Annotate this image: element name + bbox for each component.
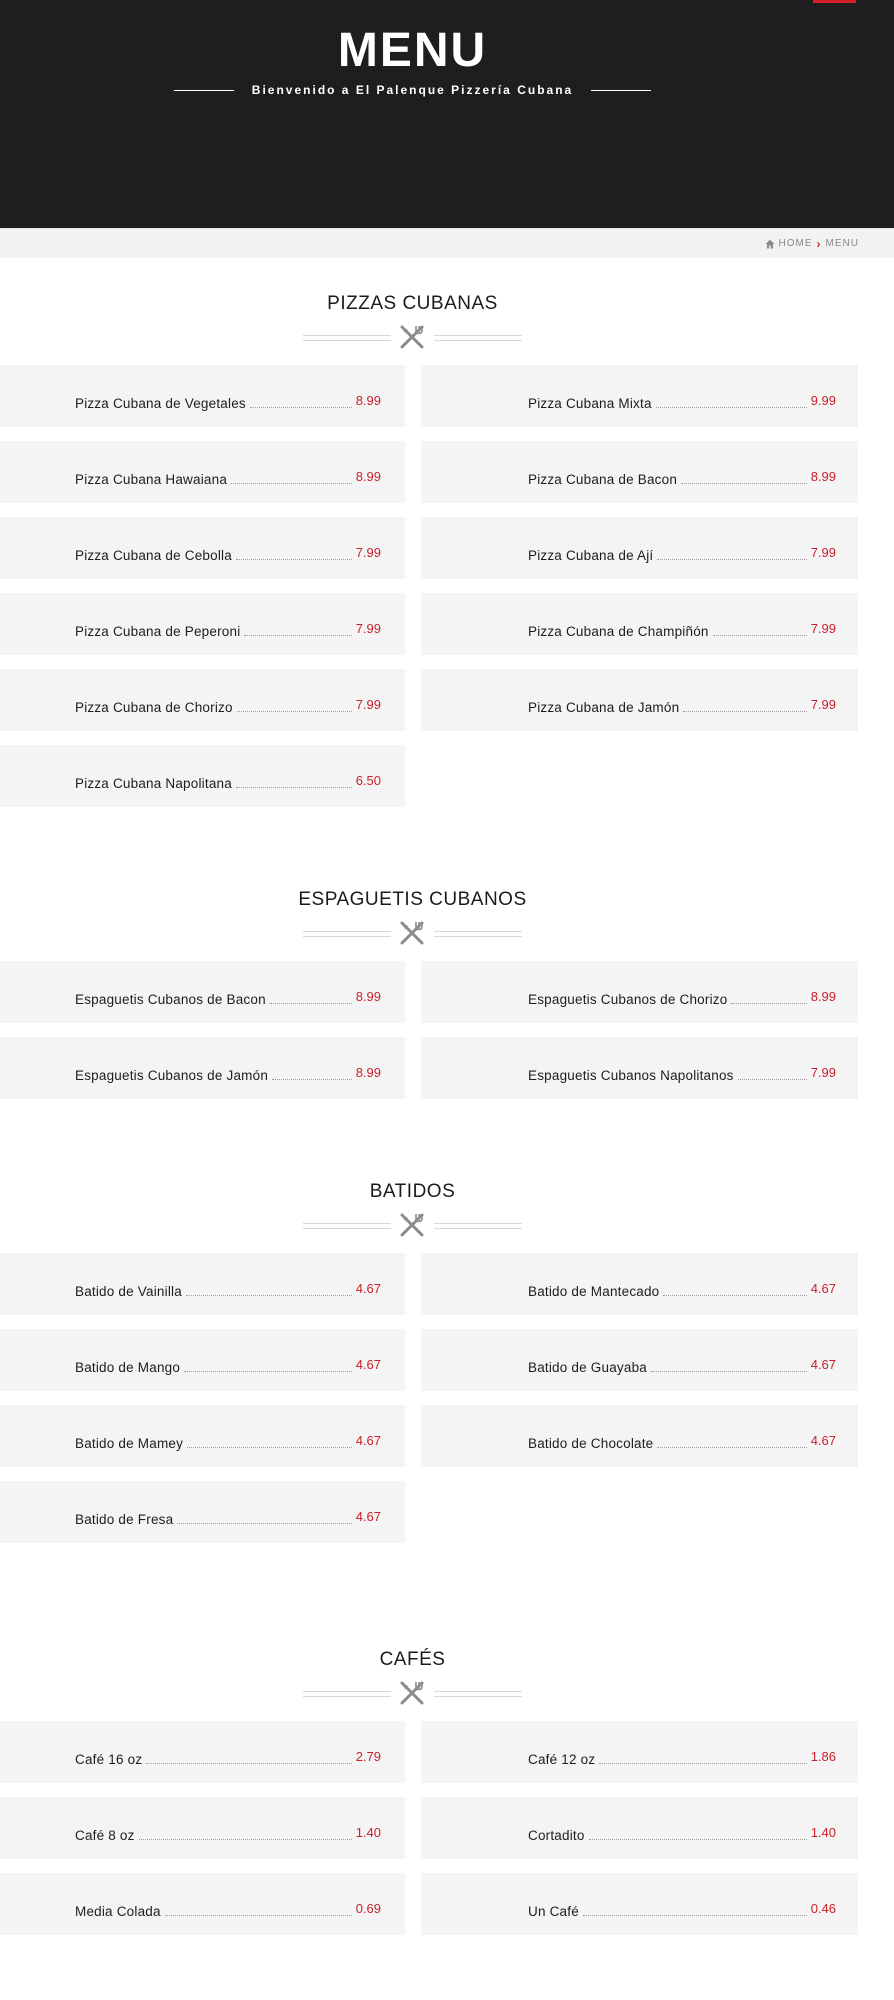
cutlery-icon bbox=[399, 920, 425, 946]
menu-item bbox=[421, 1037, 858, 1099]
menu-item bbox=[0, 517, 405, 579]
divider-line-right bbox=[434, 1223, 522, 1229]
menu-item-price: 1.40 bbox=[810, 1825, 836, 1840]
section-divider bbox=[303, 918, 522, 948]
dotted-leader bbox=[146, 1763, 351, 1764]
menu-item bbox=[421, 1797, 858, 1859]
menu-item bbox=[421, 441, 858, 503]
menu-item-price: 7.99 bbox=[810, 1065, 836, 1080]
menu-item bbox=[0, 1873, 405, 1935]
menu-item-row bbox=[528, 989, 836, 1007]
dotted-leader bbox=[583, 1915, 807, 1916]
dotted-leader bbox=[657, 559, 806, 560]
dotted-leader bbox=[139, 1839, 352, 1840]
page-title: MENU bbox=[337, 24, 488, 77]
dotted-leader bbox=[731, 1003, 806, 1004]
dotted-leader bbox=[683, 711, 806, 712]
dotted-leader bbox=[186, 1295, 352, 1296]
breadcrumb bbox=[765, 229, 859, 258]
menu-item-row bbox=[75, 773, 381, 791]
dotted-leader bbox=[657, 1447, 806, 1448]
menu-item-row bbox=[75, 1901, 381, 1919]
menu-item bbox=[0, 1721, 405, 1783]
menu-item-name: Batido de Chocolate bbox=[528, 1436, 654, 1451]
menu-item-price: 4.67 bbox=[355, 1433, 381, 1448]
menu-item bbox=[0, 365, 405, 427]
menu-item-price: 7.99 bbox=[355, 545, 381, 560]
menu-item-price: 9.99 bbox=[810, 393, 836, 408]
menu-item-row bbox=[528, 1357, 836, 1375]
menu-item-price: 4.67 bbox=[355, 1281, 381, 1296]
menu-item-name: Pizza Cubana de Bacon bbox=[528, 472, 678, 487]
dotted-leader bbox=[599, 1763, 806, 1764]
subtitle-line-left bbox=[174, 90, 234, 91]
menu-item-name: Café 8 oz bbox=[75, 1828, 135, 1843]
menu-item-row bbox=[528, 1901, 836, 1919]
menu-item-row bbox=[528, 1825, 836, 1843]
divider-line-left bbox=[303, 1691, 391, 1697]
breadcrumb-current: MENU bbox=[825, 238, 859, 249]
divider-line-right bbox=[434, 1691, 522, 1697]
section-title: PIZZAS CUBANAS bbox=[327, 293, 498, 314]
divider-line-left bbox=[303, 335, 391, 341]
menu-item bbox=[421, 593, 858, 655]
menu-item bbox=[0, 441, 405, 503]
menu-item bbox=[421, 1721, 858, 1783]
dotted-leader bbox=[681, 483, 807, 484]
menu-item-name: Pizza Cubana Mixta bbox=[528, 396, 652, 411]
menu-item-row bbox=[75, 1065, 381, 1083]
menu-item-row bbox=[75, 1825, 381, 1843]
dotted-leader bbox=[270, 1003, 352, 1004]
menu-item-price: 8.99 bbox=[355, 989, 381, 1004]
menu-item bbox=[421, 517, 858, 579]
menu-item-name: Batido de Mamey bbox=[75, 1436, 184, 1451]
dotted-leader bbox=[272, 1079, 352, 1080]
divider-line-right bbox=[434, 335, 522, 341]
menu-item-row bbox=[75, 469, 381, 487]
menu-item-name: Pizza Cubana de Peperoni bbox=[75, 624, 241, 639]
page-header-banner bbox=[0, 0, 894, 228]
menu-item-price: 4.67 bbox=[810, 1433, 836, 1448]
dotted-leader bbox=[589, 1839, 807, 1840]
dotted-leader bbox=[231, 483, 352, 484]
menu-item-name: Pizza Cubana de Chorizo bbox=[75, 700, 233, 715]
menu-item bbox=[421, 365, 858, 427]
menu-item-row bbox=[75, 545, 381, 563]
accent-bar bbox=[813, 0, 856, 3]
cutlery-icon bbox=[399, 1212, 425, 1238]
dotted-leader bbox=[656, 407, 807, 408]
dotted-leader bbox=[738, 1079, 807, 1080]
menu-item-row bbox=[528, 1433, 836, 1451]
page-subtitle-row bbox=[0, 80, 825, 100]
menu-item-name: Pizza Cubana de Ají bbox=[528, 548, 654, 563]
menu-item-name: Pizza Cubana de Champiñón bbox=[528, 624, 709, 639]
chevron-right-icon: › bbox=[816, 236, 822, 251]
menu-item-name: Pizza Cubana de Cebolla bbox=[75, 548, 232, 563]
menu-item-name: Pizza Cubana Napolitana bbox=[75, 776, 232, 791]
menu-item-price: 8.99 bbox=[355, 469, 381, 484]
divider-line-left bbox=[303, 1223, 391, 1229]
divider-line-right bbox=[434, 931, 522, 937]
page-subtitle: Bienvenido a El Palenque Pizzería Cubana bbox=[251, 83, 574, 97]
menu-item-price: 8.99 bbox=[355, 393, 381, 408]
menu-item bbox=[421, 669, 858, 731]
cutlery-icon bbox=[399, 1680, 425, 1706]
dotted-leader bbox=[713, 635, 807, 636]
menu-item-price: 7.99 bbox=[355, 697, 381, 712]
menu-item-price: 7.99 bbox=[810, 621, 836, 636]
section-title: ESPAGUETIS CUBANOS bbox=[298, 889, 527, 910]
section-title: BATIDOS bbox=[369, 1181, 456, 1202]
menu-item-name: Pizza Cubana de Jamón bbox=[528, 700, 680, 715]
menu-item-price: 1.40 bbox=[355, 1825, 381, 1840]
menu-item-price: 2.79 bbox=[355, 1749, 381, 1764]
dotted-leader bbox=[187, 1447, 352, 1448]
section-divider bbox=[303, 1678, 522, 1708]
menu-item-row bbox=[75, 621, 381, 639]
menu-item-name: Café 16 oz bbox=[75, 1752, 143, 1767]
menu-item bbox=[0, 1329, 405, 1391]
menu-item-row bbox=[528, 1281, 836, 1299]
menu-item-price: 1.86 bbox=[810, 1749, 836, 1764]
dotted-leader bbox=[184, 1371, 352, 1372]
menu-item-row bbox=[75, 393, 381, 411]
menu-item-price: 8.99 bbox=[355, 1065, 381, 1080]
menu-item-name: Media Colada bbox=[75, 1904, 161, 1919]
dotted-leader bbox=[177, 1523, 351, 1524]
menu-item bbox=[421, 1329, 858, 1391]
menu-item-name: Batido de Guayaba bbox=[528, 1360, 647, 1375]
menu-item bbox=[0, 1481, 405, 1543]
menu-item-price: 6.50 bbox=[355, 773, 381, 788]
dotted-leader bbox=[236, 559, 352, 560]
menu-item-price: 4.67 bbox=[355, 1357, 381, 1372]
menu-item bbox=[0, 1797, 405, 1859]
menu-item-row bbox=[528, 1065, 836, 1083]
divider-line-left bbox=[303, 931, 391, 937]
menu-item bbox=[421, 961, 858, 1023]
menu-item bbox=[421, 1253, 858, 1315]
menu-item bbox=[0, 961, 405, 1023]
menu-item-row bbox=[75, 1749, 381, 1767]
menu-item bbox=[0, 1405, 405, 1467]
menu-item-name: Batido de Mantecado bbox=[528, 1284, 660, 1299]
menu-item-row bbox=[75, 1357, 381, 1375]
menu-item-name: Espaguetis Cubanos Napolitanos bbox=[528, 1068, 734, 1083]
menu-item-price: 0.69 bbox=[355, 1901, 381, 1916]
menu-item-row bbox=[528, 393, 836, 411]
menu-item-price: 0.46 bbox=[810, 1901, 836, 1916]
menu-item bbox=[421, 1405, 858, 1467]
dotted-leader bbox=[244, 635, 351, 636]
menu-item bbox=[0, 1037, 405, 1099]
menu-item-name: Pizza Cubana Hawaiana bbox=[75, 472, 228, 487]
menu-item-price: 7.99 bbox=[810, 697, 836, 712]
menu-item-row bbox=[75, 1433, 381, 1451]
menu-item-price: 7.99 bbox=[355, 621, 381, 636]
menu-item-row bbox=[75, 989, 381, 1007]
breadcrumb-home-link[interactable]: HOME bbox=[778, 238, 813, 249]
menu-item-row bbox=[75, 1509, 381, 1527]
dotted-leader bbox=[250, 407, 352, 408]
menu-item-row bbox=[75, 697, 381, 715]
menu-item-row bbox=[528, 621, 836, 639]
menu-item bbox=[421, 1873, 858, 1935]
menu-item-name: Batido de Vainilla bbox=[75, 1284, 182, 1299]
section-divider bbox=[303, 322, 522, 352]
menu-item-price: 4.67 bbox=[810, 1357, 836, 1372]
menu-item-name: Espaguetis Cubanos de Bacon bbox=[75, 992, 266, 1007]
menu-item-name: Espaguetis Cubanos de Jamón bbox=[75, 1068, 269, 1083]
menu-item-name: Espaguetis Cubanos de Chorizo bbox=[528, 992, 728, 1007]
menu-item-price: 4.67 bbox=[810, 1281, 836, 1296]
dotted-leader bbox=[651, 1371, 807, 1372]
subtitle-line-right bbox=[591, 90, 651, 91]
menu-item-name: Un Café bbox=[528, 1904, 579, 1919]
menu-item-price: 8.99 bbox=[810, 989, 836, 1004]
menu-item bbox=[0, 593, 405, 655]
menu-item-price: 7.99 bbox=[810, 545, 836, 560]
menu-item-name: Café 12 oz bbox=[528, 1752, 596, 1767]
menu-item-name: Batido de Mango bbox=[75, 1360, 181, 1375]
section-title: CAFÉS bbox=[379, 1649, 446, 1670]
dotted-leader bbox=[237, 711, 352, 712]
menu-item-row bbox=[528, 545, 836, 563]
dotted-leader bbox=[165, 1915, 352, 1916]
menu-item-price: 4.67 bbox=[355, 1509, 381, 1524]
home-icon[interactable] bbox=[765, 239, 775, 249]
menu-item-price: 8.99 bbox=[810, 469, 836, 484]
menu-item bbox=[0, 745, 405, 807]
section-divider bbox=[303, 1210, 522, 1240]
dotted-leader bbox=[236, 787, 352, 788]
menu-item-row bbox=[75, 1281, 381, 1299]
menu-item-name: Pizza Cubana de Vegetales bbox=[75, 396, 246, 411]
menu-item-row bbox=[528, 697, 836, 715]
breadcrumb-bar bbox=[0, 228, 894, 258]
menu-item bbox=[0, 669, 405, 731]
dotted-leader bbox=[663, 1295, 806, 1296]
menu-item-name: Batido de Fresa bbox=[75, 1512, 174, 1527]
cutlery-icon bbox=[399, 324, 425, 350]
menu-item-row bbox=[528, 469, 836, 487]
menu-item-name: Cortadito bbox=[528, 1828, 585, 1843]
menu-item-row bbox=[528, 1749, 836, 1767]
menu-item bbox=[0, 1253, 405, 1315]
